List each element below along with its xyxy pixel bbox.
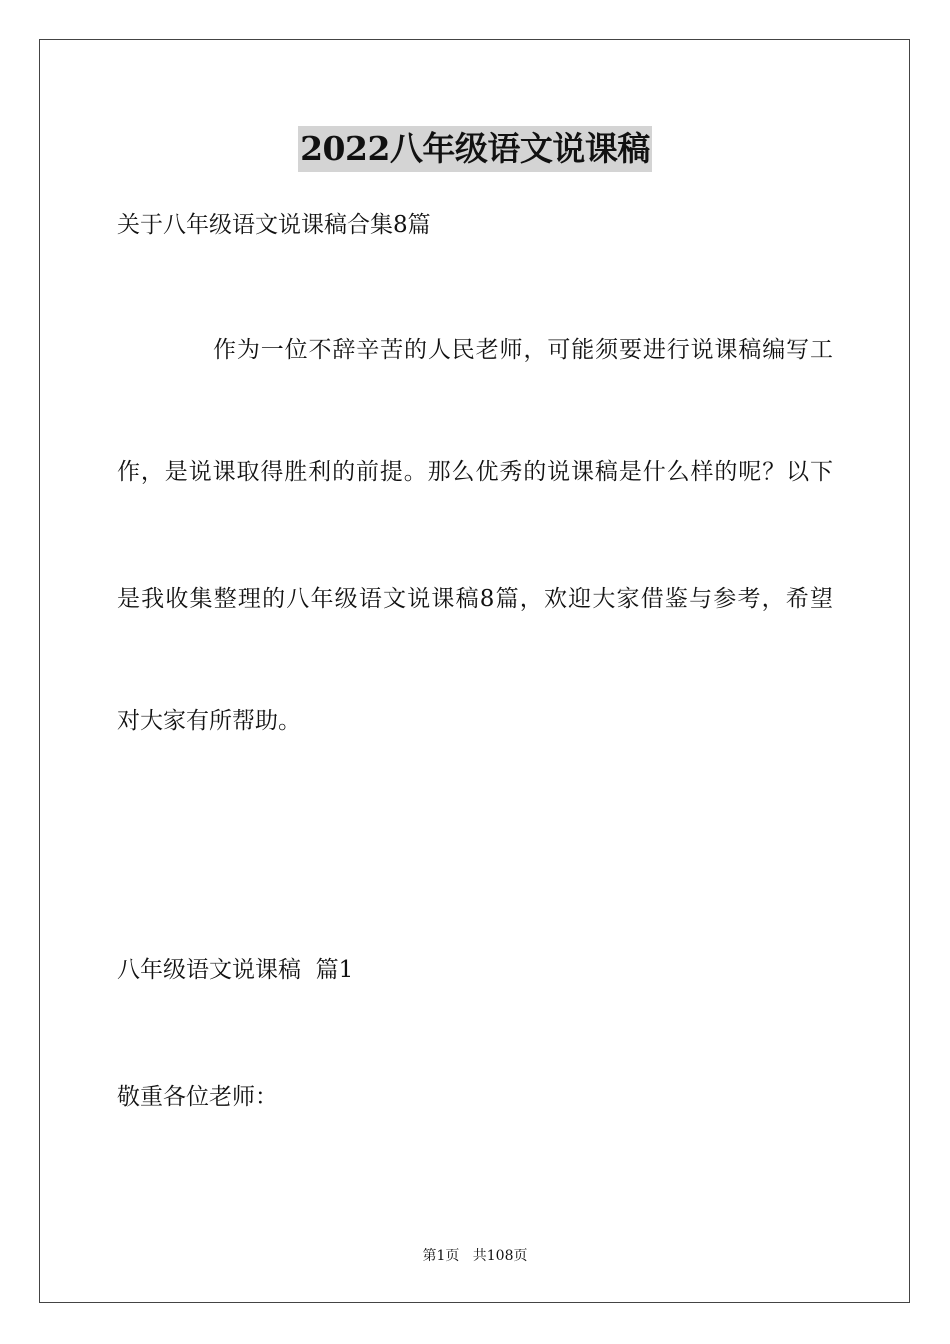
salutation: 敬重各位老师： [117, 1084, 278, 1110]
title-container [0, 126, 950, 172]
section-heading: 八年级语文说课稿 篇1 [117, 957, 354, 983]
page-total: 共108页 [472, 1248, 528, 1264]
intro-line-2: 作，是说课取得胜利的前提。那么优秀的说课稿是什么样的呢？以下 [117, 459, 833, 485]
intro-line-4: 对大家有所帮助。 [117, 708, 301, 734]
document-title: 2022八年级语文说课稿 [298, 126, 652, 172]
page-footer [0, 1246, 950, 1266]
intro-line-1: 作为一位不辞辛苦的人民老师，可能须要进行说课稿编写工 [213, 337, 833, 363]
document-subtitle: 关于八年级语文说课稿合集8篇 [117, 212, 431, 238]
intro-line-3: 是我收集整理的八年级语文说课稿8篇，欢迎大家借鉴与参考，希望 [117, 586, 833, 612]
page-number: 第1页 [422, 1248, 460, 1264]
